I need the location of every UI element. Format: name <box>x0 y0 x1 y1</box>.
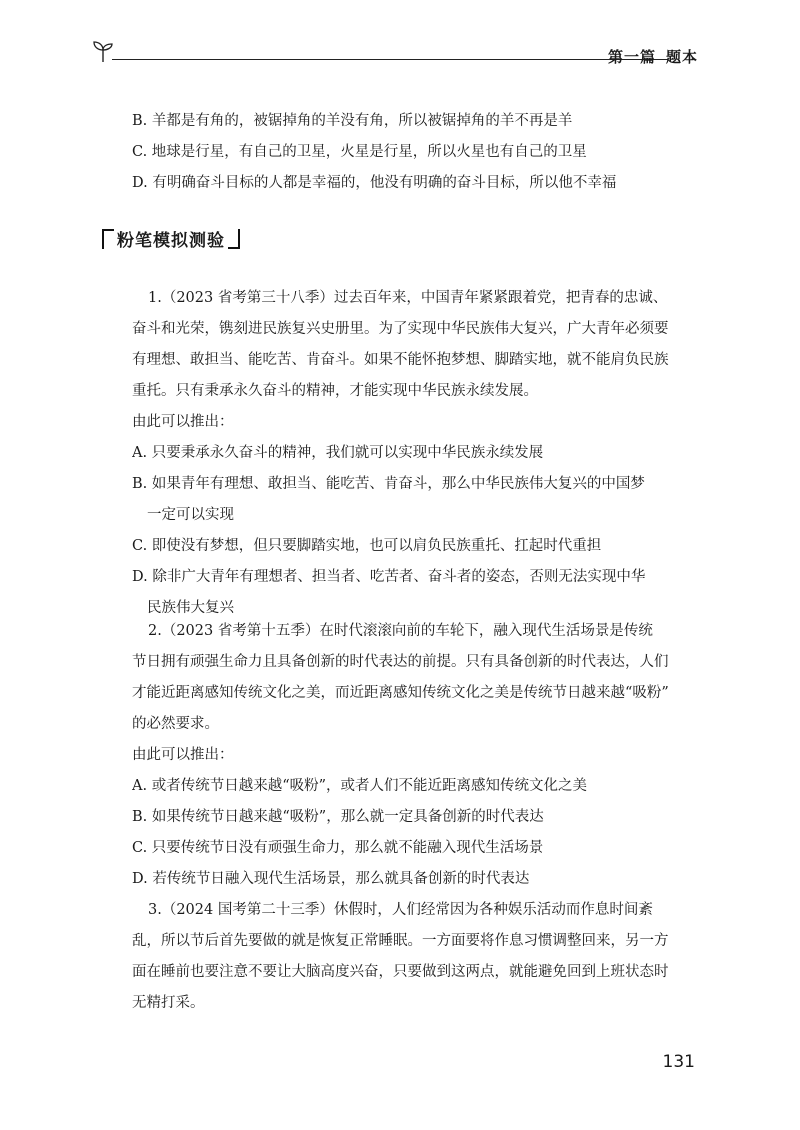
section-title <box>102 226 240 251</box>
q3-line: 乱，所以节后首先要做的就是恢复正常睡眠。一方面要将作息习惯调整回来，另一方 <box>132 933 669 949</box>
q2-line: 才能近距离感知传统文化之美，而近距离感知传统文化之美是传统节日越来越“吸粉” <box>132 685 669 701</box>
option-c: C. 地球是行星，有自己的卫星，火星是行星，所以火星也有自己的卫星 <box>132 144 587 160</box>
q1-line: 重托。只有秉承永久奋斗的精神，才能实现中华民族永续发展。 <box>132 383 538 399</box>
question-2 <box>132 616 702 895</box>
top-options <box>132 106 702 199</box>
q1-option-d-cont: 民族伟大复兴 <box>147 600 234 616</box>
q2-line: 节日拥有顽强生命力且具备创新的时代表达的前提。只有具备创新的时代表达，人们 <box>132 654 669 670</box>
q2-option-c: C. 只要传统节日没有顽强生命力，那么就不能融入现代生活场景 <box>132 840 544 856</box>
q1-option-a: A. 只要秉承永久奋斗的精神，我们就可以实现中华民族永续发展 <box>132 445 544 461</box>
q3-line: 面在睡前也要注意不要让大脑高度兴奋，只要做到这两点，就能避免回到上班状态时 <box>132 964 669 980</box>
section-label: 题本 <box>665 48 698 66</box>
q2-option-d: D. 若传统节日融入现代生活场景，那么就具备创新的时代表达 <box>132 871 530 887</box>
page-header <box>90 38 700 68</box>
q3-line: 无精打采。 <box>132 995 205 1011</box>
section-title-text: 粉笔模拟测验 <box>117 231 225 251</box>
q1-option-d: D. 除非广大青年有理想者、担当者、吃苦者、奋斗者的姿态，否则无法实现中华 <box>132 569 646 585</box>
q2-option-b: B. 如果传统节日越来越“吸粉”，那么就一定具备创新的时代表达 <box>132 809 544 825</box>
header-rule <box>112 59 668 60</box>
q1-prompt: 由此可以推出： <box>132 414 234 430</box>
q3-line: 3.（2024 国考第二十三季）休假时，人们经常因为各种娱乐活动而作息时间紊 <box>148 902 653 918</box>
part-label: 第一篇 <box>607 48 656 66</box>
q1-line: 有理想、敢担当、能吃苦、肯奋斗。如果不能怀抱梦想、脚踏实地，就不能肩负民族 <box>132 352 669 368</box>
sprout-icon <box>90 38 116 64</box>
option-d: D. 有明确奋斗目标的人都是幸福的，他没有明确的奋斗目标，所以他不幸福 <box>132 175 617 191</box>
option-b: B. 羊都是有角的，被锯掉角的羊没有角，所以被锯掉角的羊不再是羊 <box>132 113 573 129</box>
q1-line: 奋斗和光荣，镌刻进民族复兴史册里。为了实现中华民族伟大复兴，广大青年必须要 <box>132 321 669 337</box>
question-1 <box>132 283 702 624</box>
question-3 <box>132 895 702 1019</box>
q2-prompt: 由此可以推出： <box>132 747 234 763</box>
q1-line: 1.（2023 省考第三十八季）过去百年来，中国青年紧紧跟着党，把青春的忠诚、 <box>148 290 668 306</box>
page-number: 131 <box>662 1052 695 1072</box>
chapter-label <box>608 46 698 67</box>
q1-option-b: B. 如果青年有理想、敢担当、能吃苦、肯奋斗，那么中华民族伟大复兴的中国梦 <box>132 476 645 492</box>
q1-option-c: C. 即使没有梦想，但只要脚踏实地，也可以肩负民族重托、扛起时代重担 <box>132 538 602 554</box>
q2-line: 2.（2023 省考第十五季）在时代滚滚向前的车轮下，融入现代生活场景是传统 <box>148 623 653 639</box>
q1-option-b-cont: 一定可以实现 <box>147 507 234 523</box>
q2-option-a: A. 或者传统节日越来越“吸粉”，或者人们不能近距离感知传统文化之美 <box>132 778 588 794</box>
q2-line: 的必然要求。 <box>132 716 219 732</box>
